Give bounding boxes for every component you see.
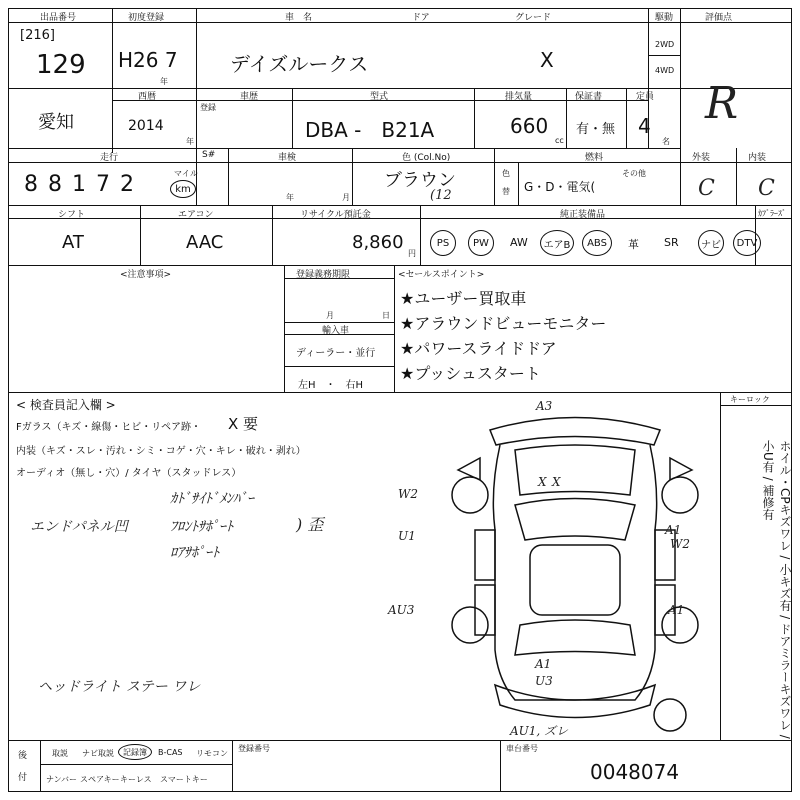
reg-number-label: 登録番号 — [238, 744, 270, 753]
color-change-2: 替 — [502, 187, 510, 196]
col-divider — [40, 740, 41, 792]
import-label: 輸入車 — [322, 326, 350, 336]
col-divider — [394, 265, 395, 392]
damage-mark: U3 — [535, 674, 553, 688]
equip-sr: SR — [664, 236, 679, 249]
handwritten-note: ﾌﾛﾝﾄｻﾎﾟｰﾄ — [170, 519, 233, 535]
grade: X — [540, 48, 554, 72]
year-unit: 年 — [186, 137, 194, 146]
row-divider — [8, 265, 792, 266]
color-change-1: 色 — [502, 169, 510, 178]
glass-value: X 要 — [228, 415, 259, 433]
capacity-unit: 名 — [662, 137, 670, 146]
col-divider — [272, 205, 273, 265]
row-divider — [8, 205, 792, 206]
smark-label: S# — [202, 150, 216, 160]
drive-4wd: 4WD — [655, 66, 675, 75]
sales-label: <セールスポイント> — [398, 270, 485, 280]
col-divider — [518, 162, 519, 205]
inspection-month: 月 — [342, 193, 350, 202]
col-divider — [228, 148, 229, 205]
keylock-text: ホイル・CPキズワレ / 小キズ有 / ドアミラーキズワレ / 小U有 / 補修有 — [761, 440, 792, 739]
sales-point: ★ユーザー買取車 — [400, 289, 527, 308]
register-label: 登録義務期限 — [296, 270, 351, 280]
handwritten-note: ) 歪 — [296, 515, 324, 534]
shift-label: シフト — [58, 210, 86, 220]
recycle-label: リサイクル預託金 — [300, 210, 371, 220]
mileage-unit-mile: マイル — [174, 169, 198, 178]
sales-point: ★アラウンドビューモニター — [400, 314, 607, 333]
steering: 左H ・ 右H — [298, 380, 364, 391]
notice-label: <注意事項> — [120, 270, 172, 280]
damage-mark: X — [552, 475, 561, 489]
color-label: 色 (Col.No) — [402, 153, 451, 163]
damage-mark: X — [538, 475, 547, 489]
damage-mark: A1 — [665, 523, 682, 537]
first-reg-label: 初度登録 — [128, 13, 165, 23]
register-month: 月 — [326, 311, 334, 320]
damage-mark: A1 — [668, 603, 685, 617]
footer-item: ナンバー — [46, 775, 78, 784]
fuel-label: 燃料 — [585, 153, 604, 163]
row-divider — [8, 392, 792, 393]
fuel: G・D・電気( — [524, 180, 596, 194]
equip-side-label: 付 — [18, 773, 28, 783]
exterior-label: 外装 — [692, 153, 711, 163]
sales-point: ★パワースライドドア — [400, 339, 557, 358]
col-divider — [474, 88, 475, 148]
handwritten-note: ｶﾄﾞｻｲﾄﾞﾒﾝﾊﾞｰ — [170, 491, 254, 507]
recycle-unit: 円 — [408, 249, 416, 258]
col-divider — [626, 88, 627, 148]
interior-label: 内装 — [748, 153, 767, 163]
score-label: 評価点 — [705, 13, 733, 23]
col-divider — [494, 148, 495, 205]
recycle: 8,860 — [352, 232, 404, 253]
col-divider — [680, 8, 681, 148]
footer-item: B-CAS — [158, 748, 183, 757]
col-divider — [232, 740, 233, 792]
year-label: 西暦 — [138, 92, 157, 102]
lot-number: 129 — [36, 50, 86, 80]
footer-item: キーレス — [120, 775, 152, 784]
col-divider — [566, 88, 567, 148]
footer-item: 取説 — [52, 749, 68, 758]
model-name-label: 車 名 — [285, 13, 313, 23]
equip-dtv: DTV — [733, 230, 761, 256]
col-divider — [500, 740, 501, 792]
inspection-year: 年 — [286, 193, 294, 202]
equip-pw: PW — [468, 230, 494, 256]
col-divider — [196, 88, 197, 148]
dealer: ディーラー・並行 — [296, 348, 376, 359]
drive-2wd: 2WD — [655, 40, 675, 49]
subheader-line — [8, 218, 792, 219]
interior-line: 内装（キズ・スレ・汚れ・シミ・コゲ・穴・キレ・破れ・剥れ） — [16, 446, 306, 457]
col-divider — [736, 148, 737, 205]
inspection-label: 車検 — [278, 153, 297, 163]
row-divider — [8, 88, 792, 89]
col-divider — [352, 148, 353, 205]
audio-line: オーディオ（無し・穴）/ タイヤ（スタッドレス） — [16, 468, 242, 479]
footer-item: ナビ取説 — [82, 749, 114, 758]
chassis-number: 0048074 — [590, 760, 680, 784]
equip-leather: 革 — [628, 238, 639, 251]
drive-label: 駆動 — [655, 13, 674, 23]
equip-side-label: 後 — [18, 751, 28, 761]
option-label: ｶﾌﾞﾗｰｽﾞ — [758, 209, 786, 218]
equip-airbag: エアB — [540, 230, 574, 256]
sales-point: ★プッシュスタート — [400, 364, 541, 383]
damage-mark: A3 — [536, 399, 553, 413]
col-divider — [196, 8, 197, 88]
col-divider — [140, 205, 141, 265]
aircon: AAC — [186, 232, 224, 253]
warranty: 有・無 — [576, 122, 616, 137]
footer-mid-line — [40, 764, 232, 765]
color-code: (12 — [430, 188, 452, 203]
model-code: DBA - B21A — [305, 118, 435, 142]
model-name: デイズルークス — [230, 52, 369, 76]
door-label: ドア — [412, 13, 430, 23]
chassis-label: 車台番号 — [506, 744, 538, 753]
row-divider — [8, 148, 680, 149]
keylock-label: キーロック — [730, 395, 770, 404]
damage-mark: W2 — [670, 537, 690, 551]
cc: 660 — [510, 114, 549, 138]
footer-item-circled: 記録簿 — [118, 744, 152, 760]
score: R — [705, 78, 739, 129]
handwritten-note: エンドパネル凹 — [30, 519, 128, 535]
equip-aw: AW — [510, 236, 528, 249]
first-reg-unit: 年 — [160, 77, 168, 86]
damage-mark: AU1, ズレ — [510, 724, 569, 738]
mileage: 88172 — [24, 172, 144, 197]
first-reg-value: H26 7 — [118, 48, 178, 72]
equipment-label: 純正装備品 — [560, 210, 606, 220]
footer-item: スペアキー — [80, 775, 120, 784]
color: ブラウン — [384, 170, 456, 191]
fuel-other: その他 — [622, 169, 646, 178]
lot-label: 出品番号 — [40, 13, 77, 23]
region: 愛知 — [38, 112, 74, 133]
handwritten-note: ﾛｱｻﾎﾟｰﾄ — [170, 545, 219, 561]
col-divider — [112, 8, 113, 153]
equip-abs: ABS — [582, 230, 612, 256]
damage-mark: A1 — [535, 657, 552, 671]
cc-label: 排気量 — [505, 92, 533, 102]
col-divider — [680, 148, 681, 205]
car-diagram — [388, 399, 710, 745]
capacity: 4 — [638, 114, 651, 138]
model-code-label: 型式 — [370, 92, 389, 102]
shift: AT — [62, 232, 84, 253]
handwritten-note: ヘッドライト ステー ワレ — [38, 679, 201, 695]
inspector-title: < 検査員記入欄 > — [16, 398, 116, 412]
drive-divider — [648, 55, 680, 56]
aircon-label: エアコン — [178, 210, 214, 220]
interior: C — [758, 176, 775, 201]
damage-mark: W2 — [398, 487, 418, 501]
col-divider — [284, 265, 285, 392]
register-day: 日 — [382, 311, 390, 320]
row-divider — [8, 22, 792, 23]
footer-item: リモコン — [196, 749, 228, 758]
equip-ps: PS — [430, 230, 456, 256]
grade-label: グレード — [515, 13, 552, 23]
keylock-header-line — [720, 405, 792, 406]
year: 2014 — [128, 118, 164, 134]
glass-line: Fガラス（キズ・線傷・ヒビ・リペア跡・ — [16, 422, 202, 433]
keylock-divider — [720, 392, 721, 740]
subheader-line — [8, 162, 792, 163]
col-divider — [292, 88, 293, 148]
mileage-unit-km: km — [170, 180, 196, 198]
reg-sub: 登録 — [200, 103, 216, 112]
damage-mark: U1 — [398, 529, 416, 543]
cc-unit: cc — [555, 136, 564, 145]
import-line — [284, 366, 394, 367]
lot-code: [216] — [20, 28, 55, 43]
damage-mark: AU3 — [388, 603, 415, 617]
reg-label: 車歴 — [240, 92, 259, 102]
mileage-label: 走行 — [100, 153, 119, 163]
warranty-label: 保証書 — [575, 92, 603, 102]
footer-item: スマートキー — [160, 775, 208, 784]
col-divider — [420, 205, 421, 265]
capacity-label: 定員 — [636, 92, 655, 102]
row-divider — [8, 740, 792, 741]
exterior: C — [698, 176, 715, 201]
equip-navi: ナビ — [698, 230, 724, 256]
